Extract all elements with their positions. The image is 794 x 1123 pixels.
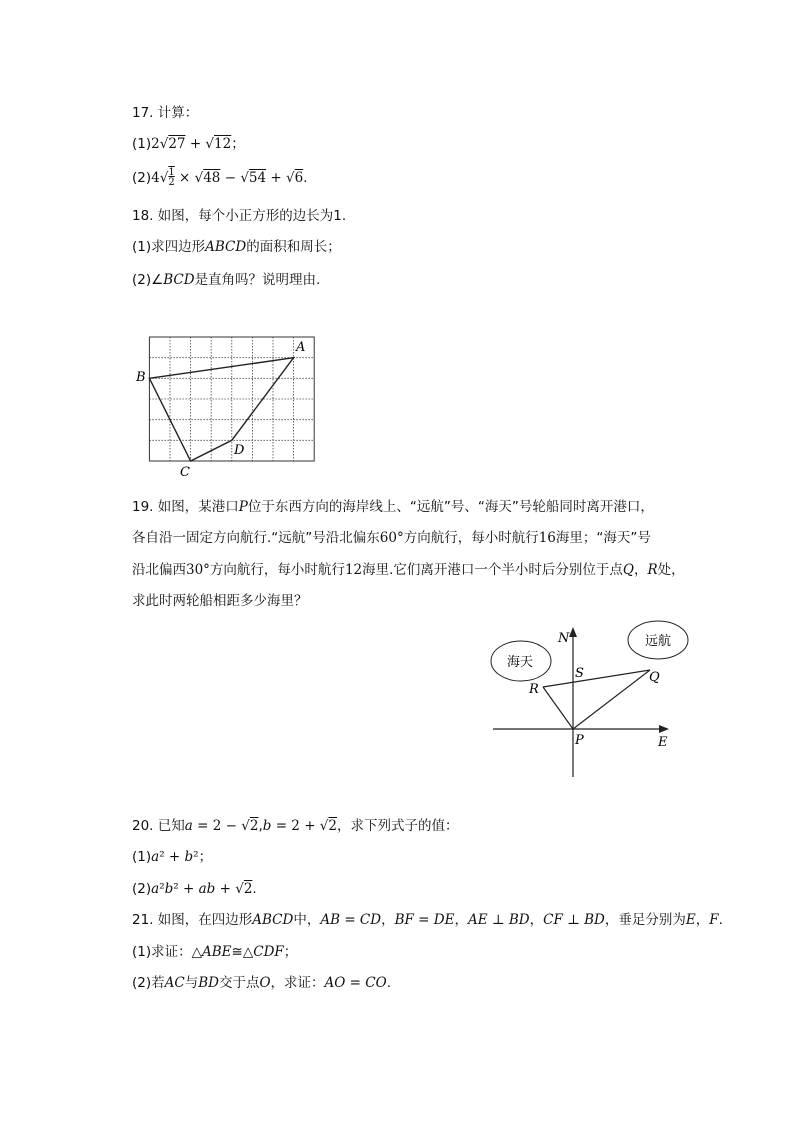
q17-title bbox=[132, 103, 198, 123]
label-b: B bbox=[136, 370, 146, 385]
north-arrow-icon bbox=[569, 627, 577, 637]
label-s: S bbox=[575, 666, 584, 681]
q20-part1: (1)a² + b²； bbox=[132, 849, 213, 865]
east-arrow-icon bbox=[659, 725, 669, 733]
q17-title-text: 17. 计算： bbox=[132, 105, 199, 121]
ellipse-yuanhang-label: 远航 bbox=[645, 634, 672, 649]
q20-title: 20. 已知a = 2 − √2,b = 2 + √2，求下列式子的值： bbox=[132, 818, 459, 834]
quadrilateral-grid-figure bbox=[130, 330, 330, 480]
q19-line1: 19. 如图，某港口P位于东西方向的海岸线上、“远航”号、“海天”号轮船同时离开港口， bbox=[132, 499, 654, 515]
q21-title: 21. 如图，在四边形ABCD中，AB = CD，BF = DE，AE ⊥ BD，CF ⊥ BD，垂足分别为E，F. bbox=[132, 912, 723, 928]
quadrilateral-abcd bbox=[149, 358, 293, 461]
q19-line4-text: 求此时两轮船相距多少海里？ bbox=[132, 593, 308, 609]
segment-pr bbox=[543, 687, 573, 729]
label-c: C bbox=[180, 465, 190, 480]
ellipse-haitian-label: 海天 bbox=[507, 655, 534, 670]
label-n: N bbox=[558, 631, 570, 646]
q18-title bbox=[132, 206, 346, 226]
q17-part1: (1)2√27 + √12； bbox=[132, 136, 245, 152]
q20-part2: (2)a²b² + ab + √2. bbox=[132, 881, 257, 897]
q18-part2: (2)∠BCD是直角吗？说明理由. bbox=[132, 272, 321, 288]
q21-part1: (1)求证：△ABE≅△CDF； bbox=[132, 944, 298, 960]
q18-title-text: 18. 如图，每个小正方形的边长为1. bbox=[132, 208, 347, 224]
label-q: Q bbox=[649, 670, 660, 685]
label-r: R bbox=[529, 682, 539, 697]
q21-part2: (2)若AC与BD交于点O，求证：AO = CO. bbox=[132, 975, 391, 991]
label-d: D bbox=[234, 443, 245, 458]
segment-pq bbox=[573, 670, 650, 729]
label-p: P bbox=[575, 733, 584, 748]
grid-lines bbox=[149, 337, 314, 461]
segment-rq bbox=[543, 670, 650, 687]
q19-line2: 各自沿一固定方向航行.“远航”号沿北偏东60°方向航行，每小时航行16海里；“海天”号 bbox=[132, 530, 651, 546]
q17-part2: (2)4√1 2 × √48 − √54 + √6. bbox=[132, 167, 308, 188]
navigation-figure bbox=[485, 615, 705, 785]
q18-part1: (1)求四边形ABCD的面积和周长； bbox=[132, 239, 341, 255]
label-a: A bbox=[296, 340, 306, 355]
q19-line4 bbox=[132, 591, 308, 611]
q19-line3: 沿北偏西30°方向航行，每小时航行12海里.它们离开港口一个半小时后分别位于点Q，R处， bbox=[132, 562, 685, 578]
label-e: E bbox=[658, 735, 668, 750]
